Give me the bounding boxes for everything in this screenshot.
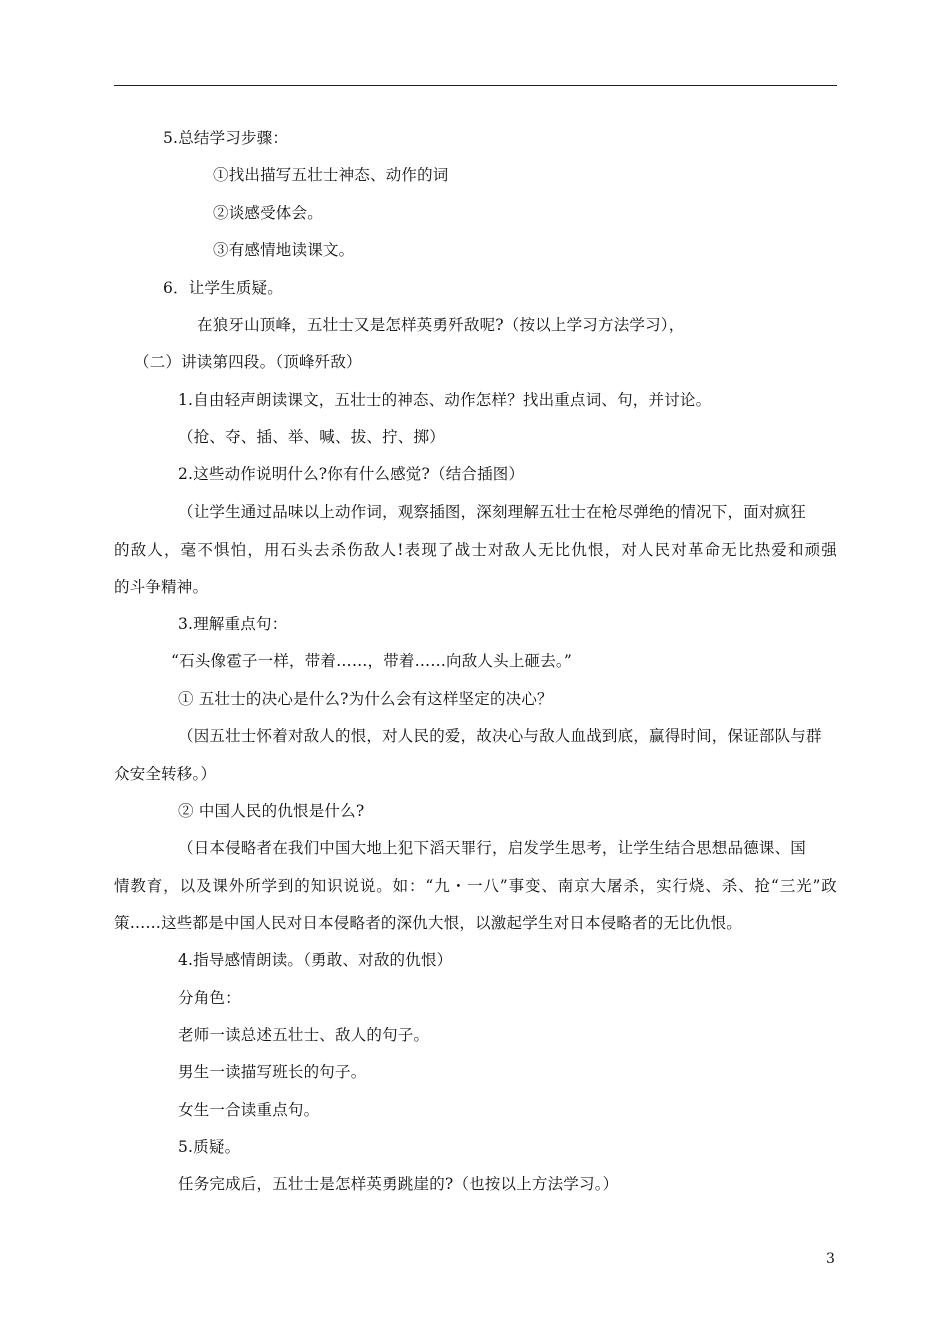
- step-item-1: ①找出描写五壮士神态、动作的词: [213, 166, 449, 184]
- question-text: 在狼牙山顶峰，五壮士又是怎样英勇歼敌呢?（按以上学习方法学习），: [197, 316, 685, 334]
- step-5-summary-heading: 5.总结学习步骤：: [163, 129, 289, 147]
- point-1: 1.自由轻声朗读课文，五壮士的神态、动作怎样？找出重点词、句，并讨论。: [178, 391, 712, 409]
- step-item-3: ③有感情地读课文。: [213, 241, 355, 259]
- paragraph-line: 的敌人，毫不惧怕，用石头去杀伤敌人!表现了战士对敌人无比仇恨，对人民对革命无比热爱和顽强: [114, 541, 837, 559]
- paragraph-line: 众安全转移。）: [114, 765, 217, 783]
- sub-question-2: ② 中国人民的仇恨是什么?: [178, 802, 365, 820]
- step-item-2: ②谈感受体会。: [213, 204, 323, 222]
- role-reading-heading: 分角色：: [178, 989, 241, 1007]
- page-number: 3: [826, 1251, 835, 1267]
- action-words: （抢、夺、插、举、喊、拔、拧、掷）: [178, 428, 445, 446]
- section-heading: （二）讲读第四段。（顶峰歼敌）: [134, 353, 362, 371]
- point-4: 4.指导感情朗读。（勇敢、对敌的仇恨）: [178, 951, 453, 969]
- paragraph-line: 的斗争精神。: [114, 578, 209, 596]
- point-3: 3.理解重点句：: [178, 615, 288, 633]
- paragraph-line: （因五壮士怀着对敌人的恨，对人民的爱，故决心与敌人血战到底，赢得时间，保证部队与群: [178, 727, 822, 745]
- role-girls: 女生一合读重点句。: [178, 1101, 320, 1119]
- role-teacher: 老师一读总述五壮士、敌人的句子。: [178, 1026, 430, 1044]
- paragraph-line: （让学生通过品味以上动作词，观察插图，深刻理解五壮士在枪尽弹绝的情况下，面对疯狂: [178, 503, 807, 521]
- key-sentence: “石头像雹子一样，带着……，带着……向敌人头上砸去。”: [171, 652, 572, 670]
- final-question: 任务完成后，五壮士是怎样英勇跳崖的?（也按以上方法学习。）: [178, 1175, 619, 1193]
- sub-question-1: ① 五壮士的决心是什么?为什么会有这样坚定的决心？: [178, 690, 553, 708]
- paragraph-line: 策……这些都是中国人民对日本侵略者的深仇大恨，以激起学生对日本侵略者的无比仇恨。: [114, 914, 743, 932]
- point-2: 2.这些动作说明什么?你有什么感觉?（结合插图）: [178, 465, 525, 483]
- role-boys: 男生一读描写班长的句子。: [178, 1063, 367, 1081]
- header-rule: [114, 85, 837, 86]
- point-5: 5.质疑。: [178, 1138, 241, 1156]
- paragraph-line: （日本侵略者在我们中国大地上犯下滔天罪行，启发学生思考，让学生结合思想品德课、国: [178, 839, 807, 857]
- paragraph-line: 情教育，以及课外所学到的知识说说。如：“九・一八”事变、南京大屠杀，实行烧、杀、抢“三光”政: [114, 877, 837, 895]
- step-6-question: 6．让学生质疑。: [163, 279, 283, 297]
